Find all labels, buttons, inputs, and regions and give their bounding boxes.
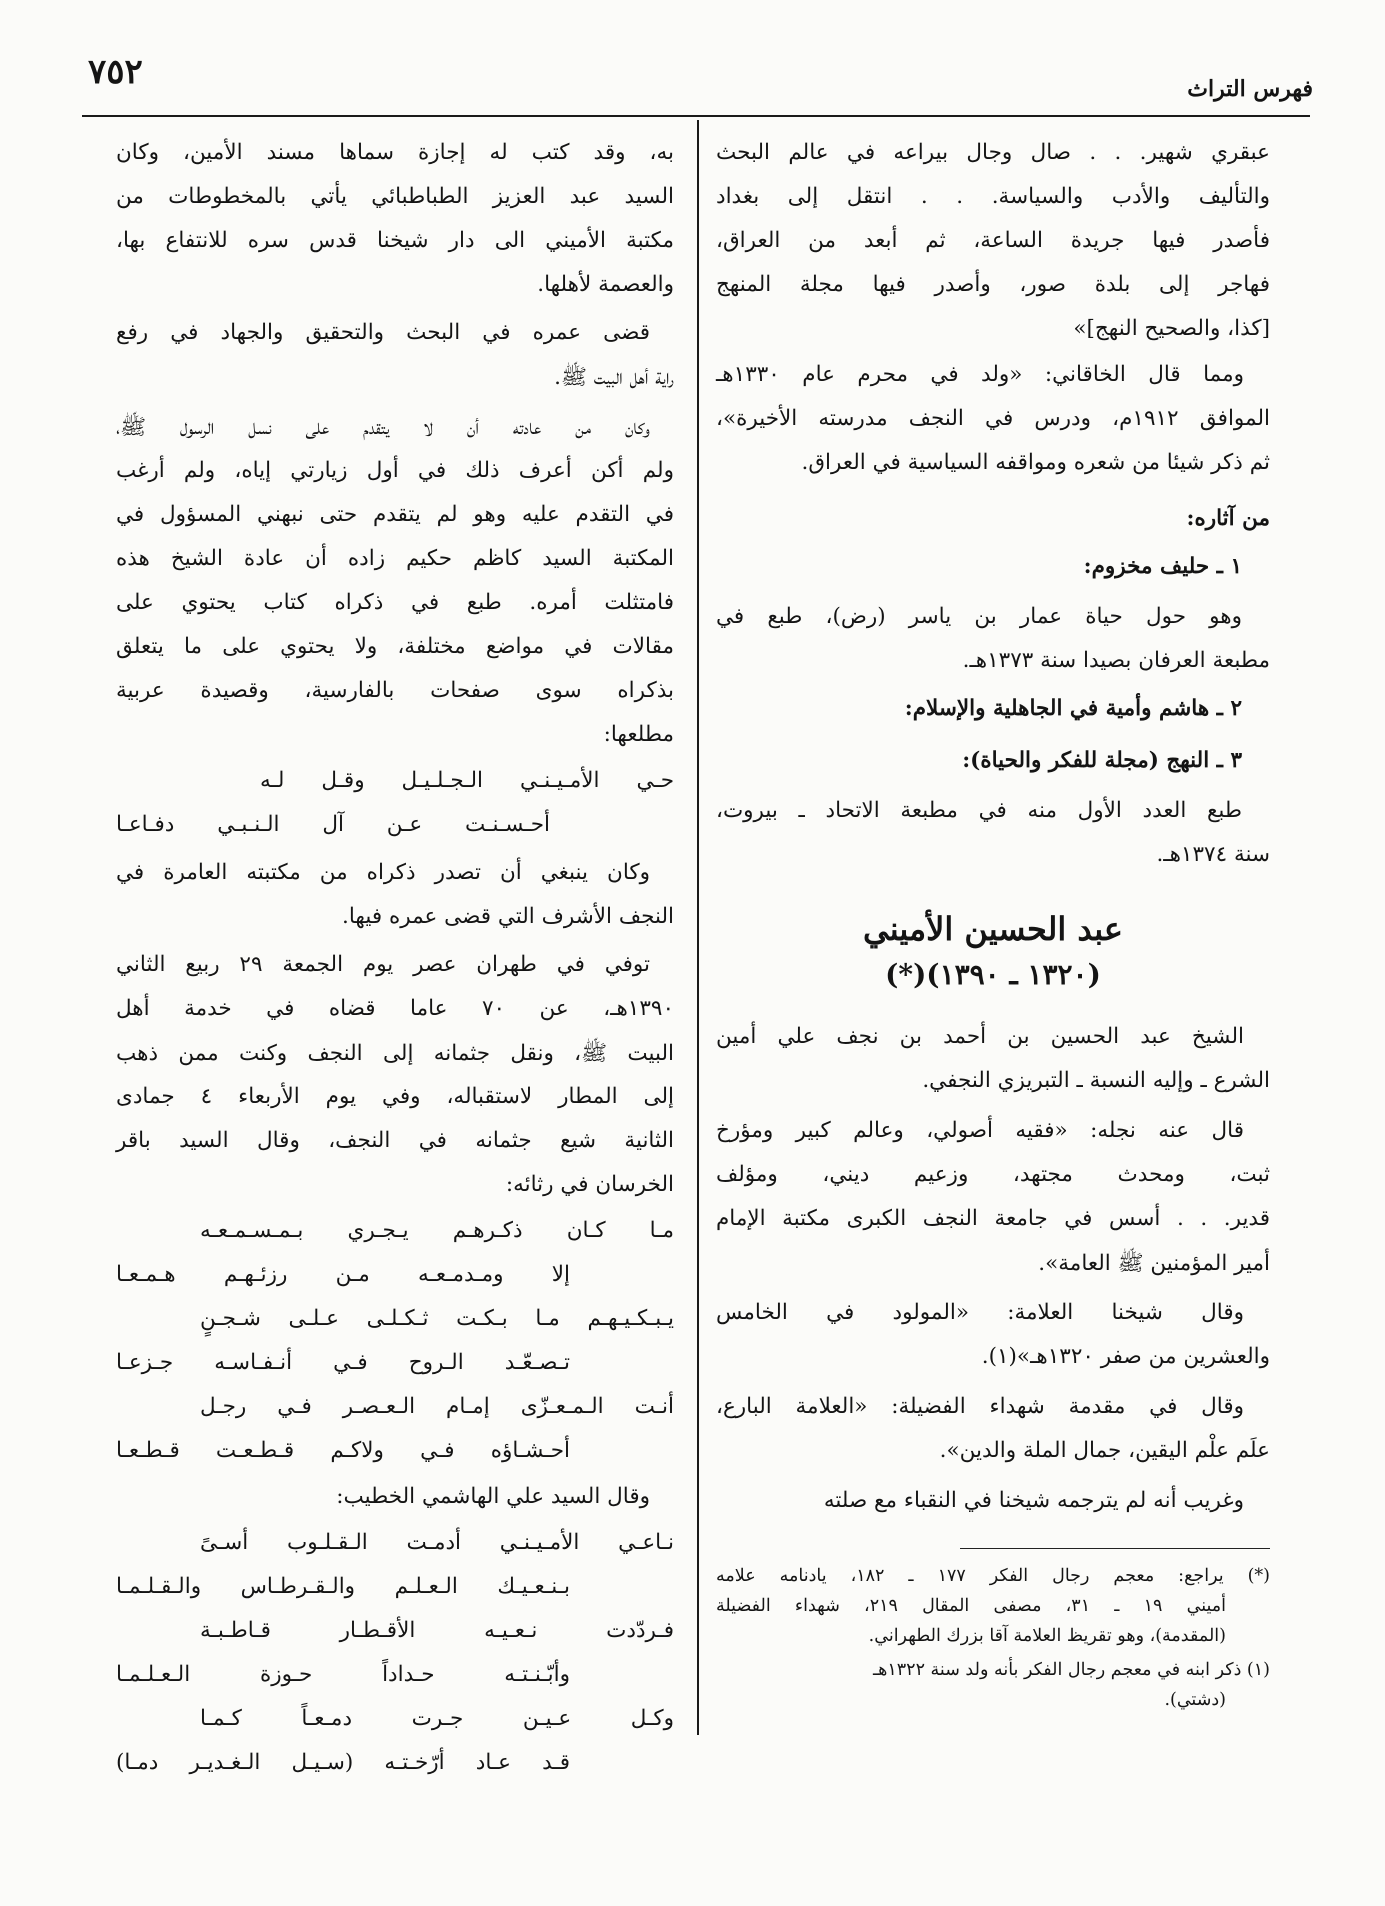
text-line: ثم ذكر شيئا من شعره ومواقفه السياسية في العراق. (801, 450, 1270, 475)
poem-verse: يـبـكـيـهـم مـا بـكـت ثـكـلـى عـلـى شـجـنٍ (200, 1306, 674, 1331)
text-line: مكتبة الأميني الى دار شيخنا قدس سره للانتفاع بها، (116, 228, 674, 253)
footnote-line: (١) ذكر ابنه في معجم رجال الفكر بأنه ولد سنة ١٣٢٢هـ (873, 1660, 1270, 1680)
text-line: مطلعها: (603, 722, 674, 747)
footnote-line: (دشتي). (1164, 1690, 1226, 1710)
text-line: فأصدر فيها جريدة الساعة، ثم أبعد من العراق، (716, 228, 1270, 253)
text-line: المكتبة السيد كاظم حكيم زاده أن عادة الشيخ هذه (116, 546, 674, 571)
running-title: فهرس التراث (1187, 76, 1313, 102)
text-line: مطبعة العرفان بصيدا سنة ١٣٧٣هـ. (962, 648, 1270, 673)
text-line: وكان ينبغي أن تصدر ذكراه من مكتبته العامرة في (116, 860, 650, 885)
text-line: إلى المطار لاستقباله، وفي يوم الأربعاء ٤ جمادى (116, 1084, 674, 1109)
text-line: قال عنه نجله: «فقيه أصولي، وعالم كبير ومؤرخ (716, 1118, 1244, 1143)
text-line: وهو حول حياة عمار بن ياسر (رض)، طبع في (716, 604, 1242, 629)
text-line: راية أهل البيت ﷺ. (554, 365, 674, 390)
header-rule (82, 115, 1310, 117)
biography-dates: (١٣٢٠ ـ ١٣٩٠)(*) (885, 958, 1101, 991)
text-line: [كذا، والصحيح النهج]» (1073, 316, 1270, 341)
column-divider (697, 120, 699, 1735)
text-line: وغريب أنه لم يترجمه شيخنا في النقباء مع صلته (823, 1488, 1244, 1513)
text-line: ثبت، ومحدث مجتهد، وزعيم ديني، ومؤلف (716, 1162, 1270, 1187)
text-line: عبقري شهير. . . صال وجال بيراعه في عالم البحث (716, 140, 1270, 165)
work-title: ١ ـ حليف مخزوم: (1083, 554, 1242, 579)
text-line: مقالات في مواضع مختلفة، ولا يحتوي على ما يتعلق (116, 634, 674, 659)
footnote-rule (960, 1548, 1270, 1549)
text-line: وقال في مقدمة شهداء الفضيلة: «العلامة البارع، (716, 1394, 1244, 1419)
footnote-line: (المقدمة)، وهو تقريظ العلامة آقا بزرك الطهراني. (868, 1626, 1226, 1646)
text-line: ١٣٩٠هـ، عن ٧٠ عاما قضاه في خدمة أهل (116, 996, 674, 1021)
section-heading: من آثاره: (1186, 506, 1270, 531)
poem-verse: فـردّدت نـعـيـه الأقـطـار قـاطـبـة (200, 1618, 674, 1643)
text-line: علَم علْم اليقين، جمال الملة والدين». (939, 1438, 1270, 1463)
poem-verse: تـصـعّـد الـروح فـي أنـفـاسـه جـزعـا (116, 1350, 570, 1375)
biography-title: عبد الحسين الأميني (863, 910, 1123, 948)
text-line: والعشرين من صفر ١٣٢٠هـ»(١). (981, 1344, 1270, 1369)
text-line: في التقدم عليه وهو لم يتقدم حتى نبهني المسؤول في (116, 502, 674, 527)
text-line: به، وقد كتب له إجازة سماها مسند الأمين، وكان (116, 140, 674, 165)
page-number: ٧٥٢ (88, 52, 143, 92)
text-line: فامتثلت أمره. طبع في ذكراه كتاب يحتوي على (116, 590, 674, 615)
poem-verse: أحـسـنـت عـن آل الـنـبـي دفـاعـا (116, 812, 550, 837)
footnote-line: أميني ١٩ ـ ٣١، مصفى المقال ٢١٩، شهداء الفضيلة (716, 1596, 1226, 1616)
footnote-line: (*) يراجع: معجم رجال الفكر ١٧٧ ـ ١٨٢، يادنامه علامه (716, 1566, 1270, 1586)
text-line: قدير. . . أسس في جامعة النجف الكبرى مكتبة الإمام (716, 1206, 1270, 1231)
poem-verse: أحـشـاؤه فـي ولاكـم قـطـعـت قـطـعـا (116, 1438, 570, 1463)
work-title: ٣ ـ النهج (مجلة للفكر والحياة): (962, 748, 1242, 773)
poem-verse: أنـت الـمـعـزّى إمـام الـعـصـر فـي رجـل (200, 1394, 674, 1419)
poem-verse: مـا كـان ذكـرهـم يـجـري بـمـسـمـعـه (200, 1218, 674, 1243)
text-line: ولم أكن أعرف ذلك في أول زيارتي إياه، ولم أرغب (116, 458, 674, 483)
text-line: وقال شيخنا العلامة: «المولود في الخامس (716, 1300, 1244, 1325)
text-line: والتأليف والأدب والسياسة. . . انتقل إلى بغداد (716, 184, 1270, 209)
text-line: وكان من عادته أن لا يتقدم على نسل الرسول ﷺ، (116, 415, 650, 440)
text-line: الشيخ عبد الحسين بن أحمد بن نجف علي أمين (716, 1024, 1244, 1049)
poem-verse: وكـل عـيـن جـرت دمـعـاً كـمـا (200, 1706, 674, 1731)
text-line: الموافق ١٩١٢م، ودرس في النجف مدرسته الأخيرة»، (716, 406, 1270, 431)
poem-verse: نـاعـي الأمـيـنـي أدمـت الـقـلـوب أسـىً (200, 1530, 674, 1555)
poem-verse: قـد عـاد أرّخـتـه (سـيـل الـغـديـر دمـا) (116, 1750, 570, 1775)
text-line: السيد عبد العزيز الطباطبائي يأتي بالمخطوطات من (116, 184, 674, 209)
text-line: الخرسان في رثائه: (505, 1172, 674, 1197)
text-line: فهاجر إلى بلدة صور، وأصدر فيها مجلة المنهج (716, 272, 1270, 297)
text-line: الثانية شيع جثمانه في النجف، وقال السيد باقر (116, 1128, 674, 1153)
poem-verse: بـنـعـيـك الـعـلـم والـقـرطـاس والـقـلـمـا (116, 1574, 570, 1599)
text-line: توفي في طهران عصر يوم الجمعة ٢٩ ربيع الثاني (116, 952, 651, 977)
poem-verse: حـي الأمـيـنـي الـجـلـيـل وقـل لـه (260, 768, 674, 793)
poem-verse: وأبّـنـتـه حـداداً حـوزة الـعـلـمـا (116, 1662, 570, 1687)
text-line: الشرع ـ وإليه النسبة ـ التبريزي النجفي. (922, 1068, 1270, 1093)
work-title: ٢ ـ هاشم وأمية في الجاهلية والإسلام: (904, 696, 1242, 721)
text-line: وقال السيد علي الهاشمي الخطيب: (336, 1484, 650, 1509)
text-line: طبع العدد الأول منه في مطبعة الاتحاد ـ بيروت، (716, 798, 1242, 823)
text-line: ومما قال الخاقاني: «ولد في محرم عام ١٣٣٠هـ (716, 362, 1244, 387)
text-line: البيت ﷺ، ونقل جثمانه إلى النجف وكنت ممن ذهب (116, 1041, 674, 1066)
text-line: قضى عمره في البحث والتحقيق والجهاد في رفع (116, 320, 650, 345)
text-line: بذكراه سوى صفحات بالفارسية، وقصيدة عربية (116, 678, 674, 703)
text-line: والعصمة لأهلها. (537, 272, 674, 297)
text-line: سنة ١٣٧٤هـ. (1156, 842, 1270, 867)
poem-verse: إلا ومـدمـعـه مـن رزئـهـم هـمـعـا (116, 1262, 570, 1287)
text-line: النجف الأشرف التي قضى عمره فيها. (342, 904, 674, 929)
text-line: أمير المؤمنين ﷺ العامة». (1038, 1251, 1270, 1276)
